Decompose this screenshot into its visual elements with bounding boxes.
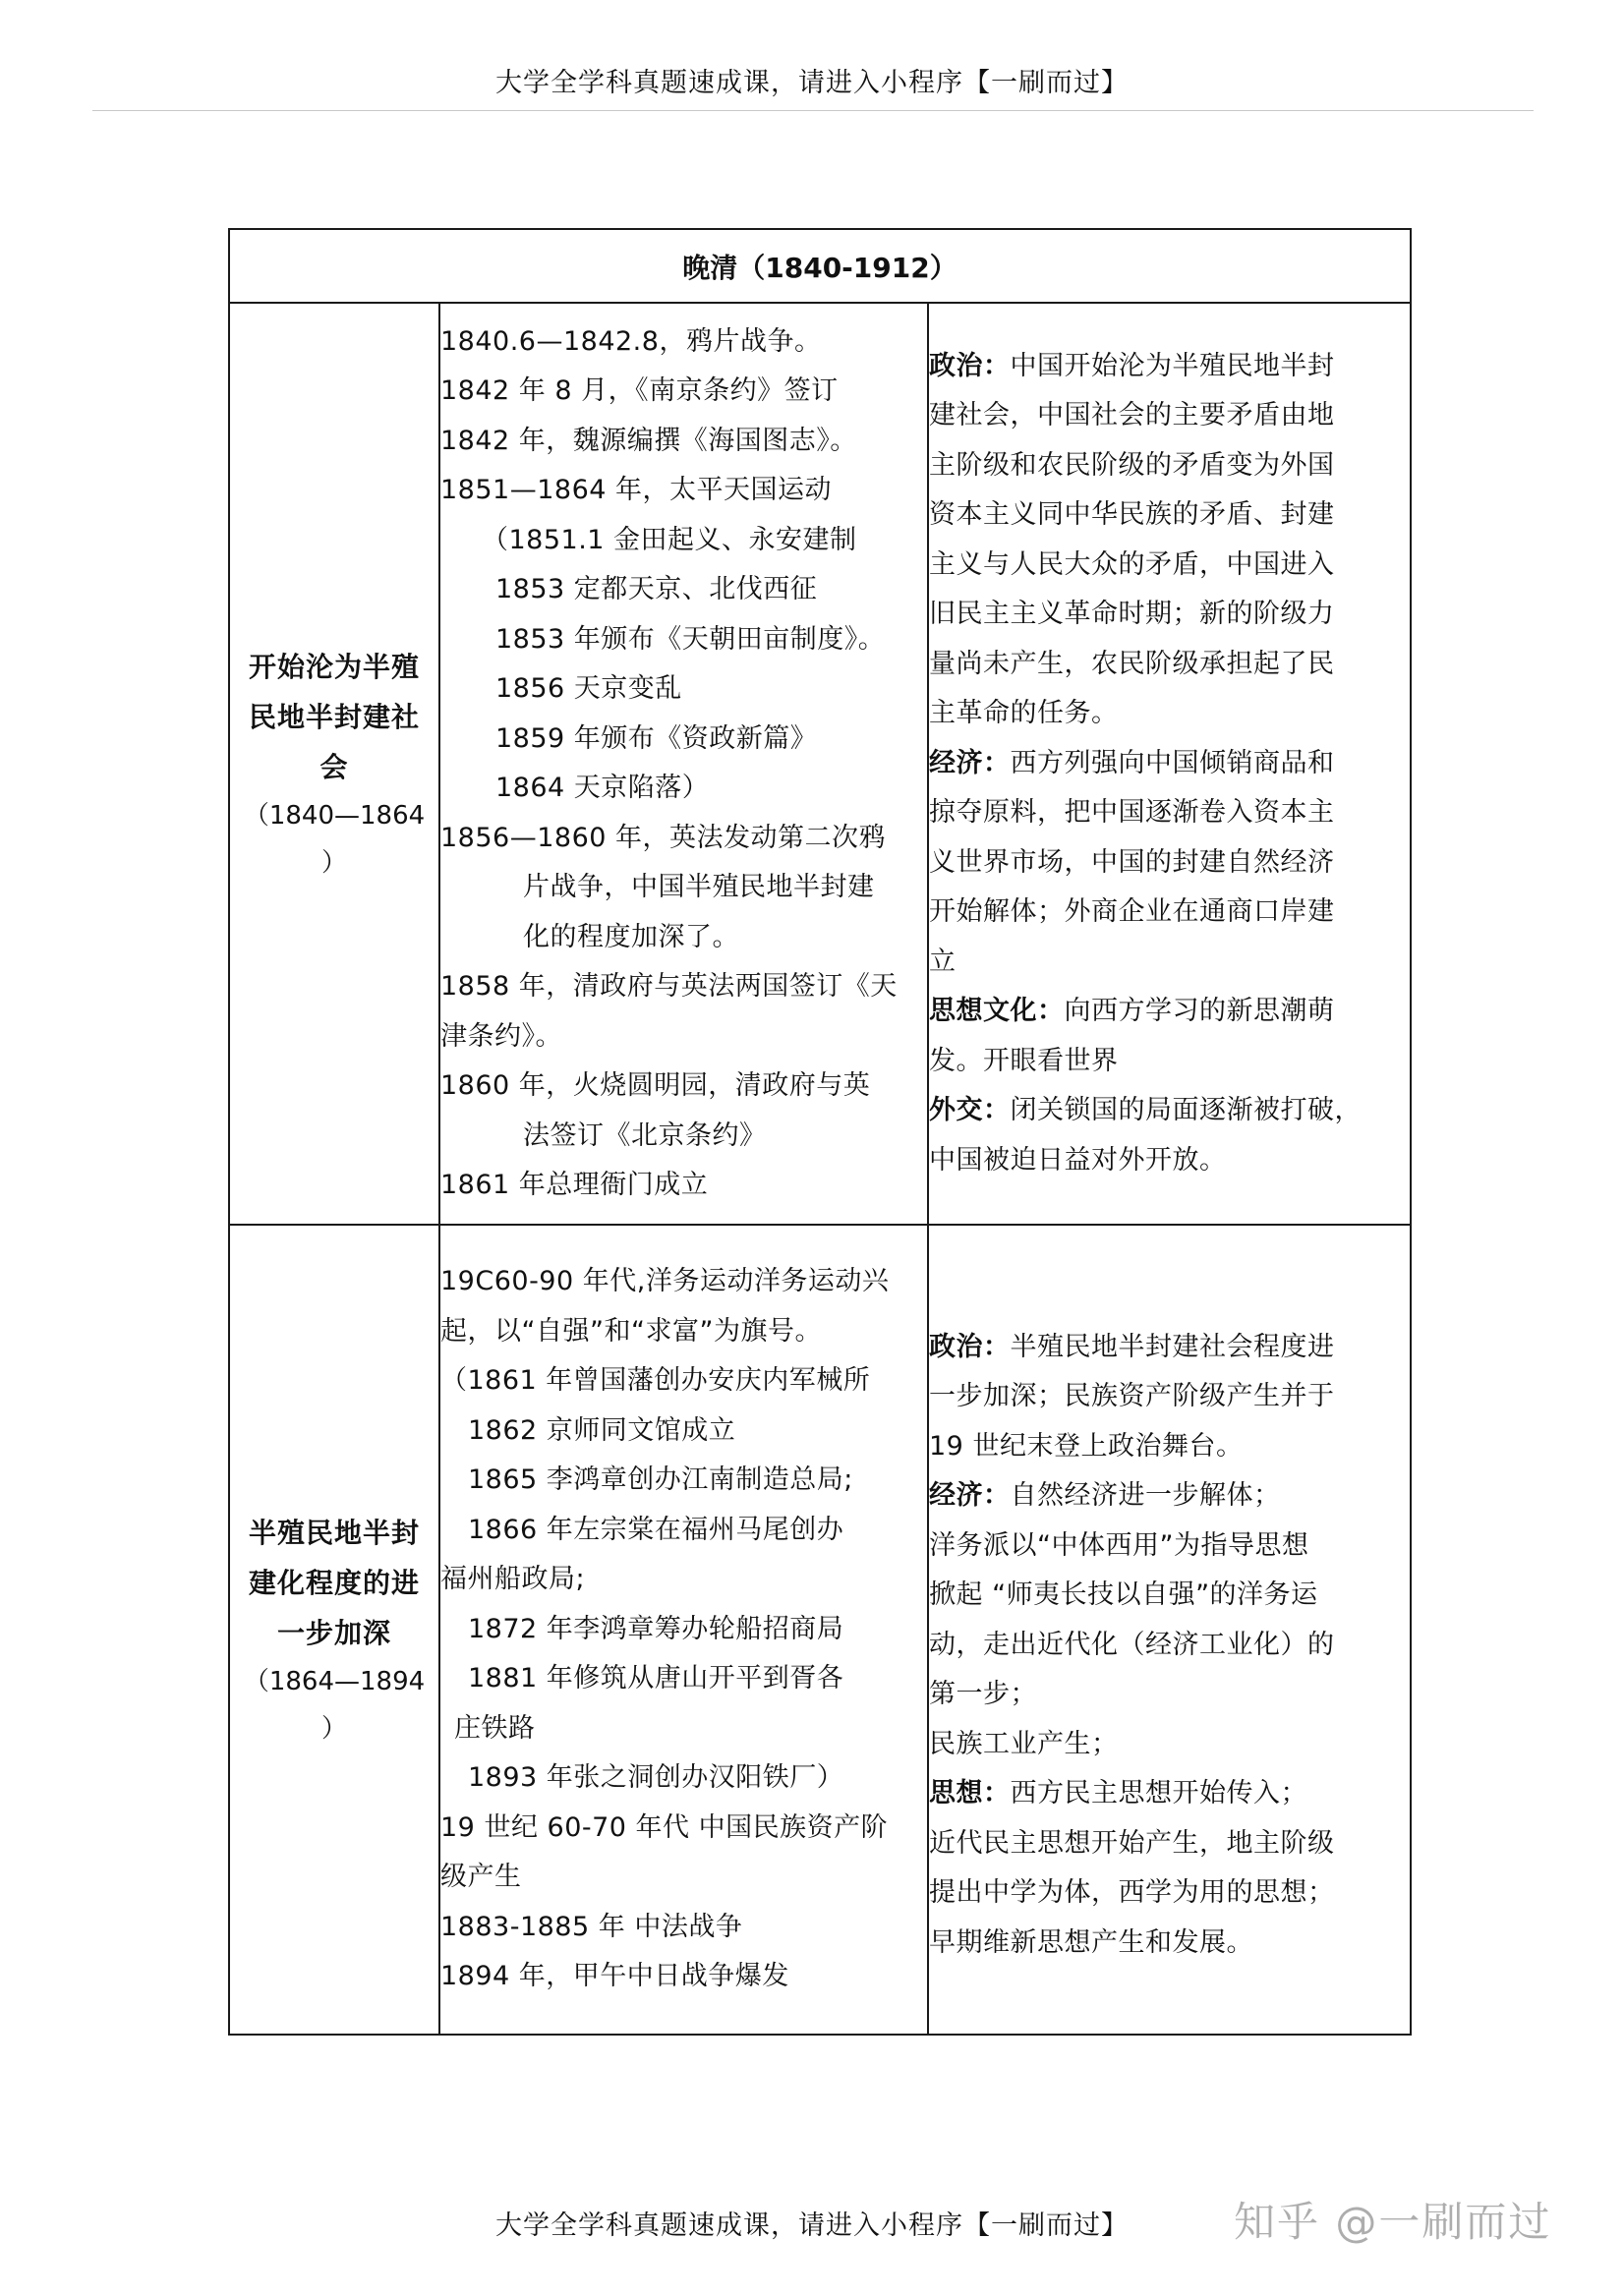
event-line: 1840.6—1842.8，鸦片战争。	[440, 325, 822, 357]
note-text: 向西方学习的新思潮萌	[1064, 996, 1335, 1027]
event-line: 1853 年颁布《天朝田亩制度》。	[495, 623, 886, 655]
note-line	[929, 739, 1410, 789]
event-line: 1856—1860 年，英法发动第二次鸦	[440, 822, 887, 853]
event-line: 起，以“自强”和“求富”为旗号。	[440, 1315, 822, 1347]
page-footer: 大学全学科真题速成课，请进入小程序【一刷而过】	[495, 2210, 1129, 2241]
event-line: 1893 年张之洞创办汉阳铁厂）	[468, 1762, 844, 1794]
note-text: 量尚未产生，农民阶级承担起了民	[929, 648, 1335, 679]
events-cell	[439, 303, 928, 1225]
note-text: 掠夺原料，把中国逐渐卷入资本主	[929, 797, 1335, 829]
history-table	[228, 228, 1412, 2036]
note-text: 中国开始沦为半殖民地半封	[1010, 350, 1335, 381]
note-text: 主革命的任务。	[929, 698, 1119, 729]
event-line: 化的程度加深了。	[523, 921, 739, 952]
period-cell	[229, 1225, 439, 2035]
events-cell	[439, 1225, 928, 2035]
note-text: 旧民主主义革命时期；新的阶级力	[929, 599, 1335, 630]
table-row	[229, 1225, 1411, 2035]
event-line: 19 世纪 60-70 年代 中国民族资产阶	[440, 1811, 889, 1843]
header-divider	[92, 110, 1534, 111]
note-line	[929, 1471, 1410, 1521]
note-text: 提出中学为体，西学为用的思想；	[929, 1877, 1335, 1909]
event-line: 福州船政局;	[440, 1564, 586, 1595]
event-line: 1865 李鸿章创办江南制造总局;	[468, 1464, 853, 1496]
note-text: 民族工业产生；	[929, 1728, 1119, 1759]
note-line	[929, 1868, 1410, 1919]
event-line: 庄铁路	[454, 1712, 536, 1744]
note-text: 动，走出近代化（经济工业化）的	[929, 1629, 1335, 1660]
note-text: 建社会，中国社会的主要矛盾由地	[929, 400, 1335, 431]
note-line	[929, 938, 1410, 988]
note-line	[929, 342, 1410, 392]
note-line	[929, 1086, 1410, 1136]
note-text: 19 世纪末登上政治舞台。	[929, 1430, 1244, 1462]
note-text: 立	[929, 946, 957, 977]
note-text: 开始解体；外商企业在通商口岸建	[929, 896, 1335, 928]
event-line: 片战争，中国半殖民地半封建	[523, 872, 875, 902]
note-line	[929, 1670, 1410, 1720]
event-line: 1856 天京变乱	[495, 673, 682, 704]
event-line: （1861 年曾国藩创办安庆内军械所	[440, 1365, 871, 1397]
note-line	[929, 1919, 1410, 1969]
note-line	[929, 689, 1410, 739]
note-line	[929, 1720, 1410, 1770]
notes-cell	[928, 303, 1411, 1225]
note-line	[929, 1136, 1410, 1186]
event-line: 1859 年颁布《资政新篇》	[495, 722, 818, 754]
note-text: 近代民主思想开始产生，地主阶级	[929, 1827, 1335, 1859]
note-label: 思想：	[929, 1778, 1011, 1809]
note-line	[929, 1422, 1410, 1472]
note-text: 资本主义同中华民族的矛盾、封建	[929, 499, 1335, 531]
note-text: 自然经济进一步解体；	[1010, 1480, 1281, 1512]
event-line: 1881 年修筑从唐山开平到胥各	[468, 1663, 844, 1694]
period-name-line: 一步加深	[276, 1616, 391, 1649]
period-years-line: ）	[320, 1713, 347, 1744]
event-line: 1862 京师同文馆成立	[468, 1414, 736, 1446]
note-line	[929, 788, 1410, 838]
event-line: 1858 年，清政府与英法两国签订《天	[440, 971, 898, 1002]
note-line	[929, 1769, 1410, 1819]
note-line	[929, 391, 1410, 441]
note-line	[929, 541, 1410, 591]
note-line	[929, 640, 1410, 690]
event-line: 1894 年，甲午中日战争爆发	[440, 1961, 789, 1992]
period-name-line: 会	[319, 750, 349, 783]
note-text: 半殖民地半封建社会程度进	[1010, 1331, 1335, 1362]
notes-cell	[928, 1225, 1411, 2035]
period-name-line: 半殖民地半封	[248, 1516, 420, 1549]
period-years-line: （1840—1864	[243, 800, 426, 831]
note-label: 政治：	[929, 1331, 1011, 1362]
table-row	[229, 303, 1411, 1225]
note-text: 发。开眼看世界	[929, 1045, 1119, 1076]
event-line: 1864 天京陷落）	[495, 773, 710, 803]
note-label: 政治：	[929, 350, 1011, 381]
note-text: 早期维新思想产生和发展。	[929, 1926, 1253, 1958]
note-line	[929, 1521, 1410, 1572]
note-label: 外交：	[929, 1095, 1011, 1126]
note-text: 主义与人民大众的矛盾，中国进入	[929, 548, 1335, 580]
note-text: 西方民主思想开始传入；	[1010, 1778, 1307, 1809]
note-label: 思想文化：	[929, 996, 1065, 1027]
note-text: 义世界市场，中国的封建自然经济	[929, 846, 1335, 878]
note-text: 洋务派以“中体西用”为指导思想	[929, 1529, 1309, 1561]
event-line: 1861 年总理衙门成立	[440, 1170, 709, 1200]
note-text: 掀起 “师夷长技以自强”的洋务运	[929, 1579, 1318, 1611]
event-line: 1853 定都天京、北伐西征	[495, 574, 818, 604]
event-line: 1842 年，魏源编撰《海国图志》。	[440, 425, 857, 456]
note-label: 经济：	[929, 747, 1011, 778]
note-label: 经济：	[929, 1480, 1011, 1512]
note-line	[929, 888, 1410, 938]
event-line: 1851—1864 年，太平天国运动	[440, 475, 833, 505]
note-line	[929, 1819, 1410, 1869]
note-text: 西方列强向中国倾销商品和	[1010, 747, 1335, 778]
event-line: 法签订《北京条约》	[523, 1119, 767, 1151]
note-line	[929, 1621, 1410, 1671]
event-line: （1851.1 金田起义、永安建制	[482, 524, 857, 555]
event-line: 1872 年李鸿章筹办轮船招商局	[468, 1613, 844, 1644]
note-line	[929, 987, 1410, 1037]
note-text: 第一步；	[929, 1679, 1037, 1710]
note-line	[929, 590, 1410, 640]
period-name-line: 建化程度的进	[248, 1566, 420, 1599]
note-line	[929, 441, 1410, 491]
note-line	[929, 490, 1410, 541]
note-line	[929, 1037, 1410, 1087]
note-line	[929, 838, 1410, 889]
period-name-line: 民地半封建社	[248, 700, 420, 733]
event-line: 1883-1885 年 中法战争	[440, 1911, 743, 1942]
table-title: 晚清（1840-1912）	[229, 229, 1411, 303]
period-years-line: （1864—1894	[243, 1666, 426, 1696]
period-cell	[229, 303, 439, 1225]
watermark: 知乎 @一刷而过	[1234, 2198, 1552, 2246]
event-line: 1866 年左宗棠在福州马尾创办	[468, 1514, 844, 1545]
note-text: 主阶级和农民阶级的矛盾变为外国	[929, 449, 1335, 481]
event-line: 19C60-90 年代,洋务运动洋务运动兴	[440, 1266, 890, 1297]
page-header: 大学全学科真题速成课，请进入小程序【一刷而过】	[495, 68, 1129, 98]
note-line	[929, 1372, 1410, 1422]
period-name-line: 开始沦为半殖	[248, 650, 420, 683]
event-line: 津条约》。	[440, 1020, 562, 1052]
note-line	[929, 1323, 1410, 1373]
period-years-line: ）	[320, 847, 347, 878]
event-line: 1860 年，火烧圆明园，清政府与英	[440, 1070, 871, 1101]
event-line: 1842 年 8 月，《南京条约》签订	[440, 375, 839, 406]
note-text: 中国被迫日益对外开放。	[929, 1144, 1227, 1176]
note-text: 一步加深；民族资产阶级产生并于	[929, 1381, 1335, 1412]
note-line	[929, 1571, 1410, 1621]
note-text: 闭关锁国的局面逐渐被打破，	[1010, 1095, 1362, 1126]
event-line: 级产生	[440, 1862, 522, 1893]
